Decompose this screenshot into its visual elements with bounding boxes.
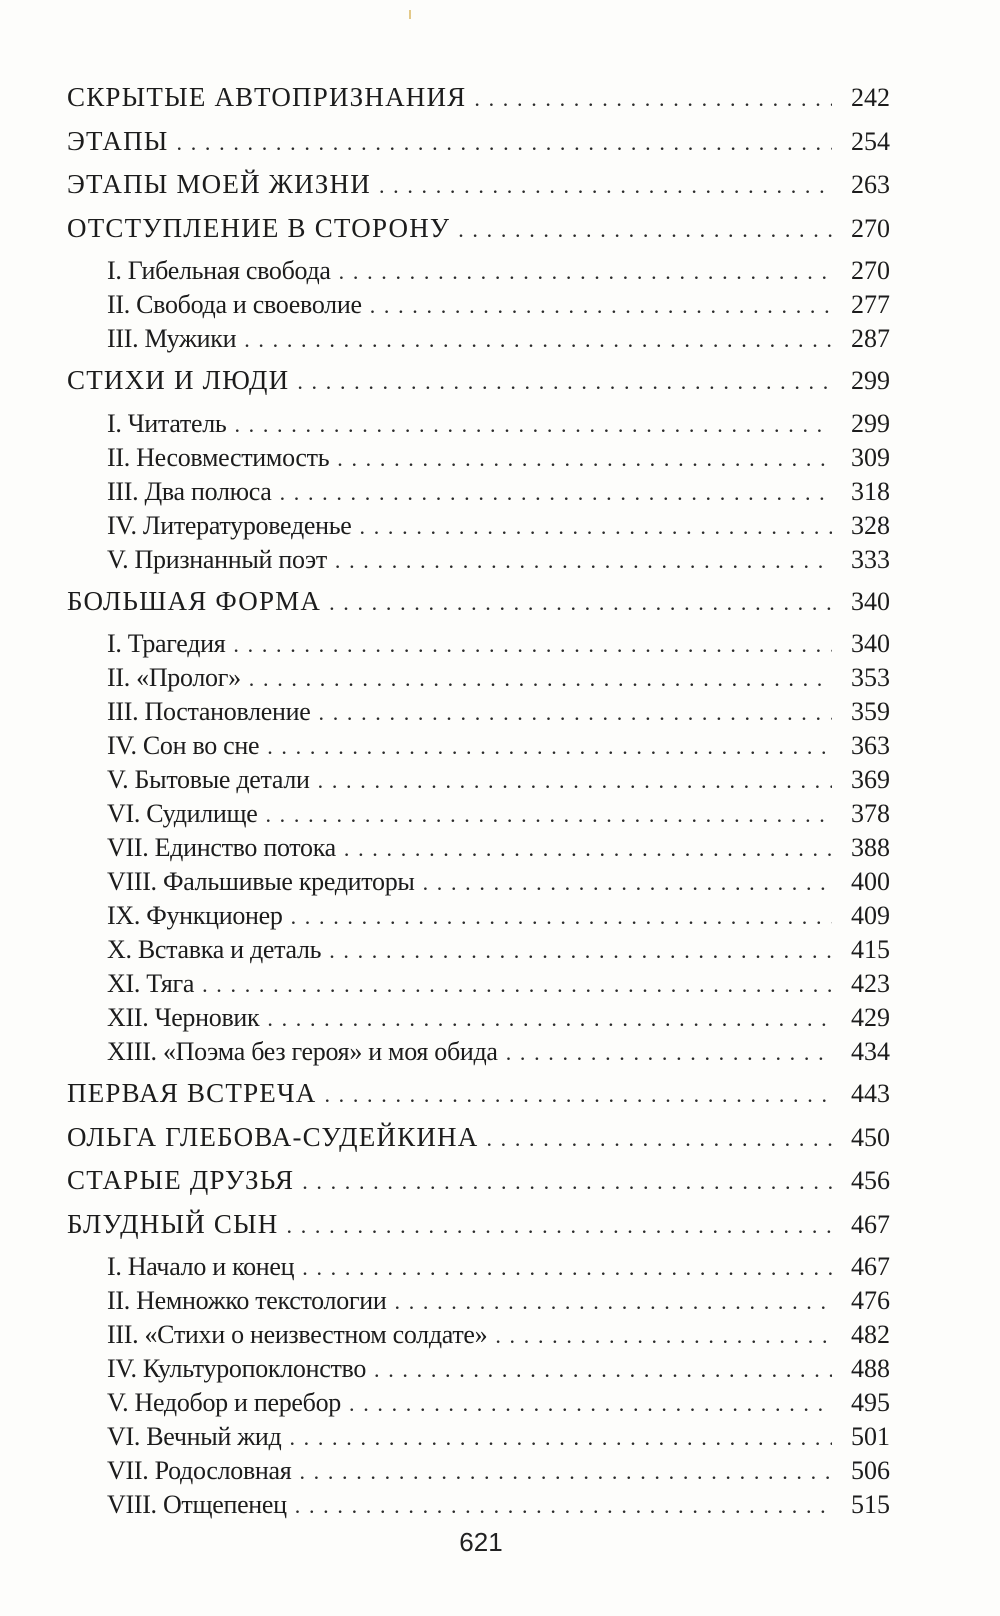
toc-entry-page: 299 [851,408,890,438]
toc-entry-page: 309 [851,442,890,472]
toc-entry-title: VIII. Отщепенец [107,1490,287,1519]
toc-chapter-entry [67,1209,890,1253]
toc-entry-title: ПЕРВАЯ ВСТРЕЧА [67,1078,317,1108]
toc-entry-title: XIII. «Поэма без героя» и моя обида [107,1037,498,1066]
toc-entry-title: IX. Функционер [107,901,283,930]
dot-leader [319,700,833,726]
toc-section-entry [67,901,890,935]
toc-entry-title: СТИХИ И ЛЮДИ [67,365,290,395]
dot-leader [329,938,832,964]
toc-chapter-entry [67,126,890,170]
toc-section-entry [67,477,890,511]
toc-entry-page: 328 [851,510,890,540]
toc-entry-page: 359 [851,697,890,726]
toc-entry-page: 501 [851,1422,890,1451]
toc-section-entry [67,324,890,358]
toc-entry-title: XII. Черновик [107,1003,260,1032]
toc-entry-title: ЭТАПЫ МОЕЙ ЖИЗНИ [67,169,371,199]
dot-leader [349,1391,832,1417]
toc-entry-page: 482 [851,1320,890,1349]
toc-section-entry [67,443,890,477]
toc-entry-title: VIII. Фальшивые кредиторы [107,867,415,896]
toc-entry-page: 443 [851,1079,890,1108]
dot-leader [344,836,832,862]
toc-entry-title: ОЛЬГА ГЛЕБОВА-СУДЕЙКИНА [67,1121,479,1152]
toc-entry-title: I. Гибельная свобода [107,256,331,285]
toc-chapter-entry [67,586,890,630]
dot-leader [486,1126,832,1152]
toc-entry-page: 488 [851,1354,890,1383]
dot-leader [318,768,832,794]
toc-entry-title: III. Постановление [107,697,311,726]
toc-chapter-entry [67,213,890,257]
toc-entry-page: 270 [851,256,890,285]
toc-section-entry [67,1456,890,1490]
toc-entry-title: III. Мужики [107,324,237,353]
toc-entry-title: II. Свобода и своеволие [107,290,362,319]
toc-entry-title: VI. Вечный жид [107,1422,282,1451]
toc-entry-title: I. Трагедия [107,629,226,658]
toc-entry-page: 415 [851,935,890,964]
toc-entry-title: V. Недобор и перебор [107,1388,341,1417]
toc-entry-page: 340 [851,586,890,616]
dot-leader [395,1289,833,1315]
dot-leader [234,412,832,438]
toc-entry-title: БЛУДНЫЙ СЫН [67,1208,279,1239]
dot-leader [291,904,832,930]
toc-section-entry [67,256,890,290]
toc-entry-page: 299 [851,366,890,395]
toc-entry-page: 456 [851,1166,890,1195]
dot-leader [423,870,832,896]
toc-entry-page: 363 [851,731,890,760]
toc-section-entry [67,629,890,663]
dot-leader [458,217,832,243]
dot-leader [267,734,832,760]
dot-leader [506,1040,832,1066]
toc-entry-title: БОЛЬШАЯ ФОРМА [67,585,322,616]
toc-entry-title: СКРЫТЫЕ АВТОПРИЗНАНИЯ [67,82,467,112]
toc-entry-page: 429 [851,1003,890,1032]
toc-entry-title: I. Начало и конец [107,1252,295,1281]
toc-entry-page: 270 [851,213,890,243]
page-number: 621 [459,1527,503,1557]
toc-section-entry [67,1037,890,1071]
toc-entry-page: 318 [851,476,890,506]
dot-leader [374,1357,832,1383]
dot-leader [360,514,832,540]
paper-speck [409,10,411,19]
toc-entry-page: 400 [851,867,890,896]
toc-entry-page: 242 [851,83,890,112]
toc-entry-page: 506 [851,1456,890,1485]
toc-entry-title: VII. Единство потока [107,833,336,862]
dot-leader [339,259,832,285]
toc-entry-title: V. Признанный поэт [107,544,327,574]
toc-entry-title: V. Бытовые детали [107,765,310,794]
toc-entry-title: III. Два полюса [107,476,272,506]
dot-leader [177,130,832,156]
toc-entry-page: 495 [851,1388,890,1417]
toc-entry-title: IV. Литературоведенье [107,510,352,540]
toc-chapter-entry [67,1165,890,1209]
dot-leader [302,1255,832,1281]
toc-section-entry [67,765,890,799]
toc-entry-page: 378 [851,799,890,828]
dot-leader [335,548,832,574]
toc-chapter-entry [67,1078,890,1122]
toc-entry-title: ОТСТУПЛЕНИЕ В СТОРОНУ [67,212,451,243]
toc-entry-page: 263 [851,170,890,199]
toc-section-entry [67,1490,890,1524]
toc-section-entry [67,1003,890,1037]
toc-entry-page: 467 [851,1252,890,1281]
toc-entry-title: ЭТАПЫ [67,125,169,156]
toc-entry-page: 467 [851,1209,890,1239]
toc-entry-page: 434 [851,1037,890,1066]
dot-leader [302,1169,832,1195]
toc-section-entry [67,1388,890,1422]
dot-leader [474,86,832,112]
toc-entry-title: II. Немножко текстологии [107,1286,387,1315]
toc-entry-title: X. Вставка и деталь [107,935,322,964]
toc-entry-title: II. Несовместимость [107,442,330,472]
toc-entry-page: 476 [851,1286,890,1315]
toc-section-entry [67,1422,890,1456]
dot-leader [297,369,832,395]
toc-entry-page: 515 [851,1490,890,1519]
toc-entry-title: II. «Пролог» [107,663,241,692]
toc-entry-page: 388 [851,833,890,862]
toc-entry-page: 254 [851,126,890,156]
toc-entry-title: IV. Культуропоклонство [107,1354,367,1383]
toc-entry-page: 353 [851,663,890,692]
dot-leader [295,1493,832,1519]
toc-chapter-entry [67,365,890,409]
toc-section-entry [67,1252,890,1286]
toc-section-entry [67,833,890,867]
toc-section-entry [67,867,890,901]
dot-leader [267,1006,832,1032]
toc-entry-page: 450 [851,1122,890,1152]
toc-entry-title: I. Читатель [107,408,227,438]
toc-entry-page: 423 [851,969,890,998]
dot-leader [265,802,832,828]
toc-section-entry [67,697,890,731]
toc-section-entry [67,1354,890,1388]
toc-section-entry [67,969,890,1003]
dot-leader [324,1082,832,1108]
dot-leader [379,173,832,199]
toc-entry-page: 369 [851,765,890,794]
toc-entry-title: III. «Стихи о неизвестном солдате» [107,1320,488,1349]
toc-entry-page: 277 [851,290,890,319]
table-of-contents [67,82,890,1524]
dot-leader [299,1459,832,1485]
toc-entry-title: СТАРЫЕ ДРУЗЬЯ [67,1165,295,1195]
dot-leader [337,446,832,472]
toc-chapter-entry [67,82,890,126]
toc-entry-page: 287 [851,324,890,353]
dot-leader [233,632,832,658]
toc-section-entry [67,1320,890,1354]
dot-leader [329,590,832,616]
dot-leader [249,666,832,692]
dot-leader [244,327,832,353]
toc-entry-page: 340 [851,629,890,658]
dot-leader [287,1213,833,1239]
dot-leader [370,293,832,319]
dot-leader [202,972,832,998]
toc-section-entry [67,663,890,697]
toc-entry-page: 333 [851,544,890,574]
dot-leader [280,480,832,506]
toc-section-entry [67,290,890,324]
toc-section-entry [67,935,890,969]
toc-chapter-entry [67,169,890,213]
toc-entry-title: VI. Судилище [107,799,258,828]
toc-section-entry [67,409,890,443]
toc-entry-title: IV. Сон во сне [107,731,260,760]
toc-entry-page: 409 [851,901,890,930]
toc-section-entry [67,545,890,579]
dot-leader [289,1425,832,1451]
toc-section-entry [67,1286,890,1320]
toc-chapter-entry [67,1122,890,1166]
toc-section-entry [67,731,890,765]
toc-entry-title: VII. Родословная [107,1456,292,1485]
toc-section-entry [67,511,890,545]
dot-leader [495,1323,832,1349]
toc-section-entry [67,799,890,833]
toc-entry-title: XI. Тяга [107,969,195,998]
